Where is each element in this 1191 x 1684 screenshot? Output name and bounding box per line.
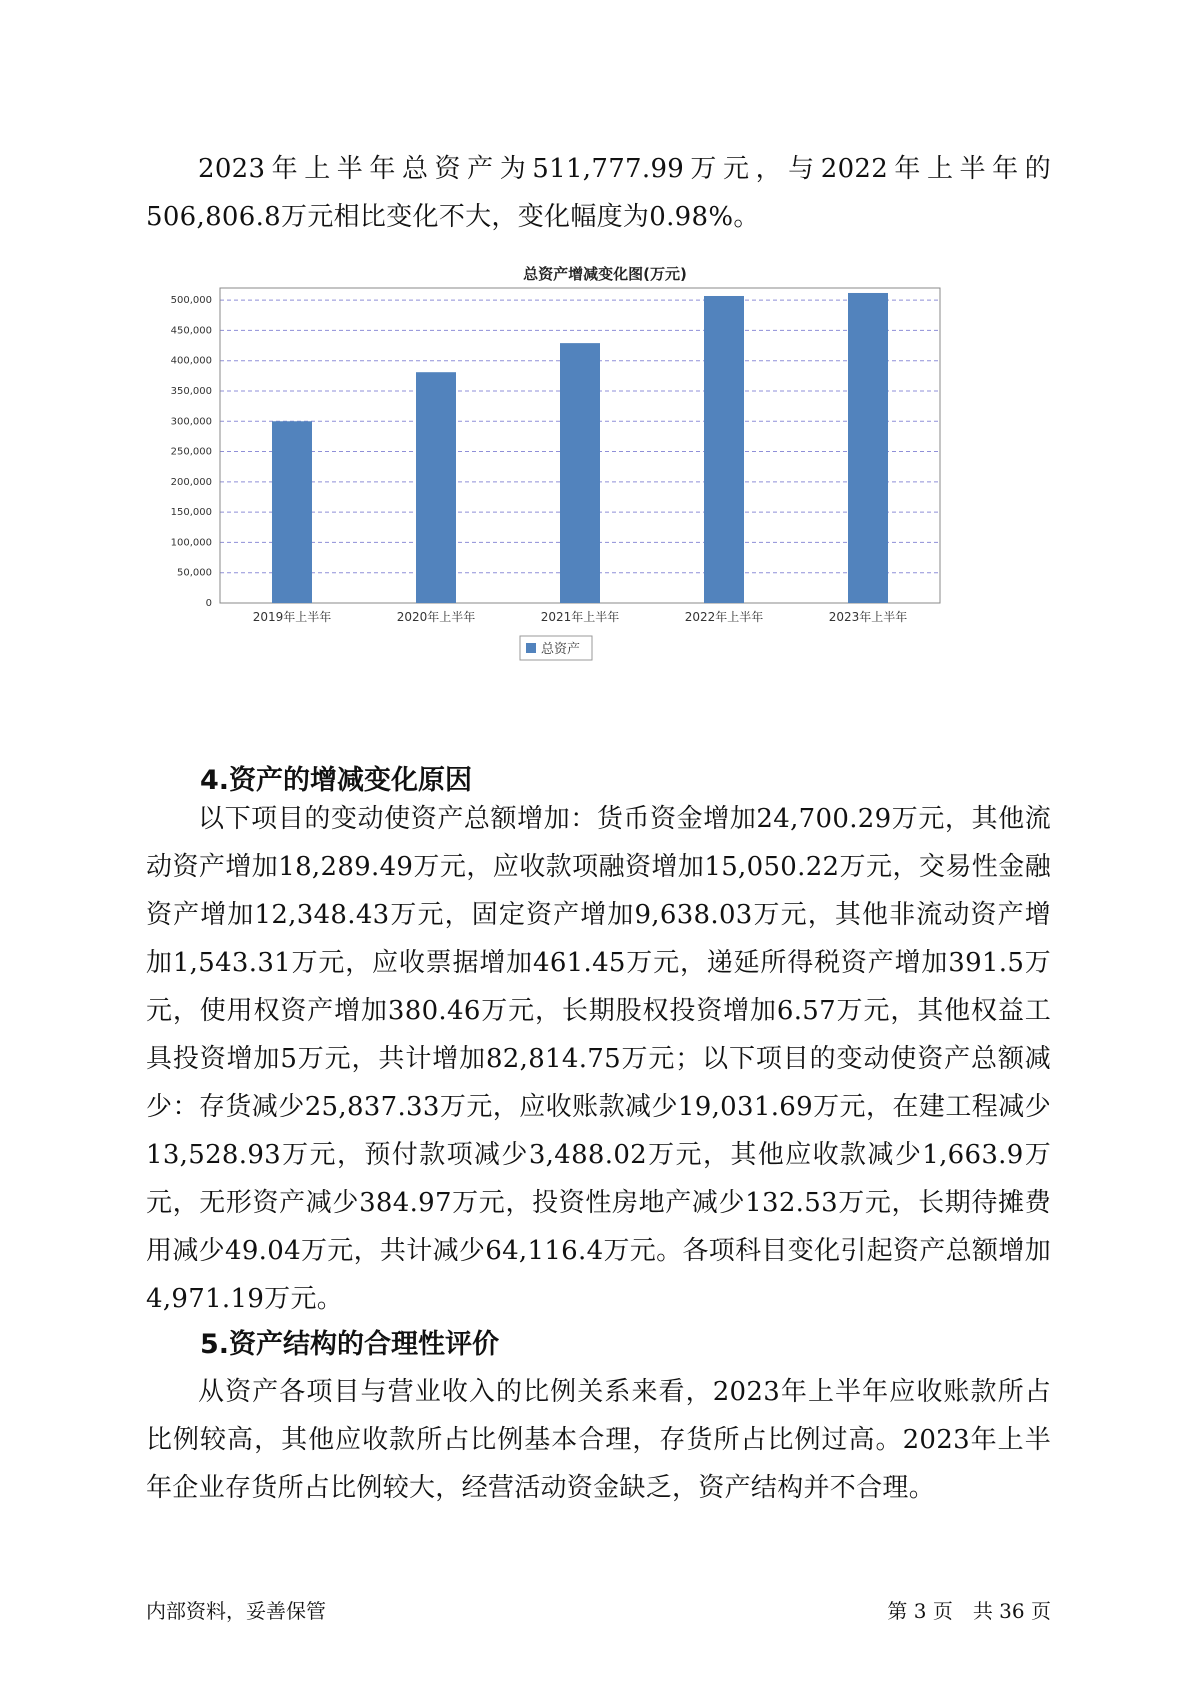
- bar: [560, 343, 600, 603]
- footer-confidential-note: 内部资料，妥善保管: [146, 1599, 326, 1623]
- x-tick-label: 2021年上半年: [540, 610, 620, 624]
- y-axis-ticks: [171, 295, 212, 609]
- y-tick-label: 350,000: [170, 385, 212, 397]
- chart-title: 总资产增减变化图(万元): [523, 265, 687, 284]
- intro-paragraph: 2023年上半年总资产为511,777.99万元，与2022年上半年的506,806.8万元相比变化不大，变化幅度为0.98%。: [146, 154, 1051, 232]
- x-tick-label: 2023年上半年: [828, 610, 908, 624]
- bar: [416, 372, 456, 603]
- x-tick-label: 2022年上半年: [684, 610, 764, 624]
- chart-legend: [520, 636, 592, 660]
- y-tick-label: 100,000: [170, 537, 212, 549]
- section-4-paragraph: 以下项目的变动使资产总额增加：货币资金增加24,700.29万元，其他流动资产增加18,289.49万元，应收款项融资增加15,050.22万元，交易性金融资产增加12,348.43万元，固定资产增加9,638.03万元，其他非流动资产增加1,543.31万元，应收票据增加461.45万元，递延所得税资产增加391.5万元，使用权资产增加380.46万元，长期股权投资增加6.57万元，其他权益工具投资增加5万元，共计增加82,814.75万元；以下项目的变动使资产总额减少：存货减少25,837.33万元，应收账款减少19,031.69万元，在建工程减少13,528.93万元，预付款项减少3,488.02万元，其他应收款减少1,663.9万元，无形资产减少384.97万元，投资性房地产减少132.53万元，长期待摊费用减少49.04万元，共计减少64,116.4万元。各项科目变化引起资产总额增加4,971.19万元。: [146, 804, 1052, 1314]
- bar: [848, 293, 888, 603]
- y-tick-label: 0: [205, 598, 212, 609]
- total-assets-bar-chart: [150, 262, 1030, 717]
- x-tick-label: 2020年上半年: [396, 610, 476, 624]
- y-tick-label: 400,000: [170, 355, 212, 367]
- section-5-heading: 5.资产结构的合理性评价: [200, 1329, 500, 1360]
- x-axis-ticks: [253, 609, 908, 624]
- y-tick-label: 300,000: [170, 416, 212, 428]
- section-4-heading: 4.资产的增减变化原因: [200, 765, 473, 796]
- x-tick-label: 2019年上半年: [252, 610, 332, 624]
- y-tick-label: 50,000: [177, 567, 212, 579]
- section-5-paragraph: 从资产各项目与营业收入的比例关系来看，2023年上半年应收账款所占比例较高，其他应收款所占比例基本合理，存货所占比例过高。2023年上半年企业存货所占比例较大，经营活动资金缺乏，资产结构并不合理。: [146, 1377, 1051, 1503]
- chart-svg: [150, 262, 1030, 717]
- y-tick-label: 200,000: [170, 476, 212, 488]
- bars: [272, 293, 888, 603]
- y-tick-label: 250,000: [170, 446, 212, 458]
- legend-label: 总资产: [541, 642, 581, 657]
- y-tick-label: 150,000: [170, 507, 212, 519]
- y-tick-label: 500,000: [170, 295, 212, 307]
- bar: [272, 421, 312, 603]
- footer-page-number: 第 3 页 共 36 页: [887, 1599, 1051, 1623]
- legend-swatch: [526, 643, 536, 653]
- bar: [704, 296, 744, 603]
- y-tick-label: 450,000: [170, 325, 212, 337]
